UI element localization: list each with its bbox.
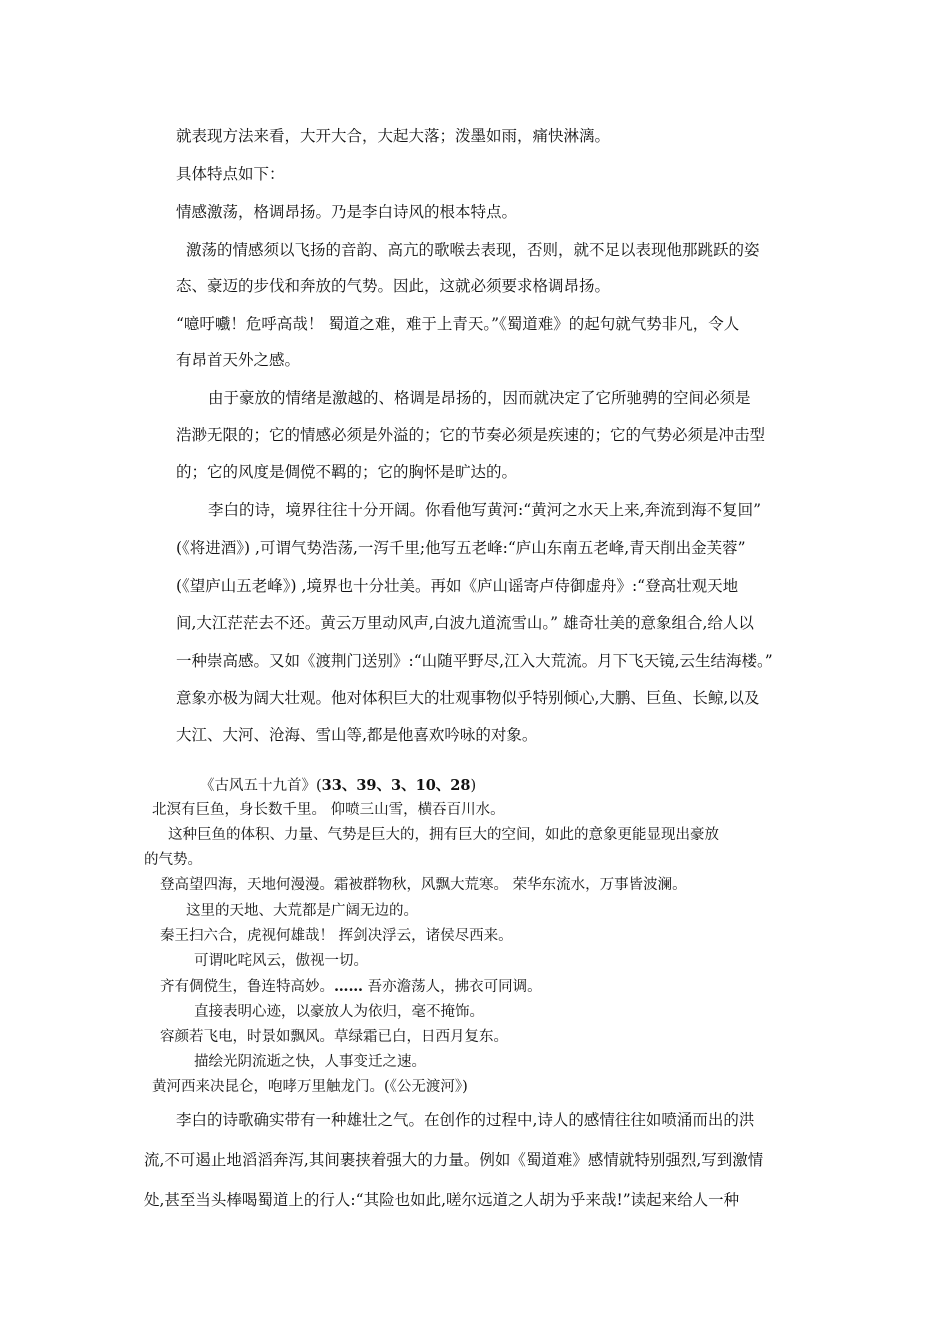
poem-commentary: 可谓叱咤风云，傲视一切。 [194,953,368,969]
poem-verse-part: 吾亦澹荡人，拂衣可同调。 [363,979,542,995]
paragraph-line: 处,甚至当头棒喝蜀道上的行人:“其险也如此,嗟尔远道之人胡为乎来哉!”读起来给人一种 [144,1191,740,1209]
ellipsis: …… [334,978,363,995]
poem-commentary: 直接表明心迹，以豪放人为依归，毫不掩饰。 [194,1004,484,1020]
poem-verse: 登高望四海，天地何漫漫。霜被群物秋，风飘大荒寒。 荣华东流水，万事皆波澜。 [160,877,687,893]
poem-commentary: 这种巨鱼的体积、力量、气势是巨大的，拥有巨大的空间，如此的意象更能显现出豪放 [168,827,719,843]
paragraph-line: 具体特点如下： [176,165,285,183]
poem-verse: 北溟有巨鱼，身长数千里。 仰喷三山雪，横吞百川水。 [152,802,505,818]
poem-title [200,776,476,796]
paragraph-line: 流,不可遏止地滔滔奔泻,其间裹挟着强大的力量。例如《蜀道难》感情就特别强烈,写到激情 [144,1151,764,1169]
poem-verse-part: 齐有倜傥生，鲁连特高妙。 [160,979,334,995]
paragraph-line: 李白的诗歌确实带有一种雄壮之气。在创作的过程中,诗人的感情往往如喷涌而出的洪 [176,1111,755,1129]
paragraph-line: 由于豪放的情绪是激越的、格调是昂扬的，因而就决定了它所驰骋的空间必须是 [208,389,751,407]
paragraph-line: (《将进酒》) ,可谓气势浩荡,一泻千里;他写五老峰:“庐山东南五老峰,青天削出金芙蓉” [176,539,746,557]
paragraph-line: “噫吁嚱！危呼高哉！ 蜀道之难，难于上青天。”《蜀道难》的起句就气势非凡，令人 [176,315,740,333]
paragraph-line: 间,大江茫茫去不还。黄云万里动风声,白波九道流雪山。” 雄奇壮美的意象组合,给人以 [176,614,754,632]
paragraph-line: 李白的诗，境界往往十分开阔。你看他写黄河:“黄河之水天上来,奔流到海不复回” [208,501,761,519]
poem-commentary: 描绘光阴流逝之快，人事变迁之速。 [194,1054,426,1070]
paragraph-line: 浩渺无限的；它的情感必须是外溢的；它的节奏必须是疾速的；它的气势必须是冲击型 [176,426,766,444]
poem-title-prefix: 《古风五十九首》( [200,778,322,794]
poem-commentary: 这里的天地、大荒都是广阔无边的。 [186,903,418,919]
paragraph-line: 大江、大河、沧海、雪山等,都是他喜欢吟咏的对象。 [176,726,538,744]
poem-verse: 容颜若飞电，时景如飘风。草绿霜已白，日西月复东。 [160,1029,508,1045]
poem-verse: 黄河西来决昆仑，咆哮万里触龙门。(《公无渡河》) [152,1079,468,1095]
paragraph-line: 激荡的情感须以飞扬的音韵、高亢的歌喉去表现，否则，就不足以表现他那跳跃的姿 [186,241,760,259]
poem-title-suffix: ) [470,778,477,794]
poem-title-numbers: 33、39、3、10、28 [321,777,471,794]
paragraph-line: 的；它的风度是倜傥不羁的；它的胸怀是旷达的。 [176,463,518,481]
paragraph-line: 意象亦极为阔大壮观。他对体积巨大的壮观事物似乎特别倾心,大鹏、巨鱼、长鲸,以及 [176,689,760,707]
paragraph-line: 情感激荡，格调昂扬。乃是李白诗风的根本特点。 [176,203,518,221]
paragraph-line: (《望庐山五老峰》) ,境界也十分壮美。再如《庐山谣寄卢侍御虚舟》:“登高壮观天地 [176,577,739,595]
poem-verse [160,977,542,997]
paragraph-line: 就表现方法来看，大开大合，大起大落；泼墨如雨，痛快淋漓。 [176,127,611,145]
paragraph-line: 态、豪迈的步伐和奔放的气势。因此，这就必须要求格调昂扬。 [176,277,611,295]
paragraph-line: 一种崇高感。又如《渡荆门送别》:“山随平野尽,江入大荒流。月下飞天镜,云生结海楼。” [176,652,773,670]
poem-verse: 秦王扫六合，虎视何雄哉！ 挥剑决浮云，诸侯尽西来。 [160,928,513,944]
paragraph-line: 有昂首天外之感。 [176,351,301,369]
poem-commentary: 的气势。 [144,852,202,868]
